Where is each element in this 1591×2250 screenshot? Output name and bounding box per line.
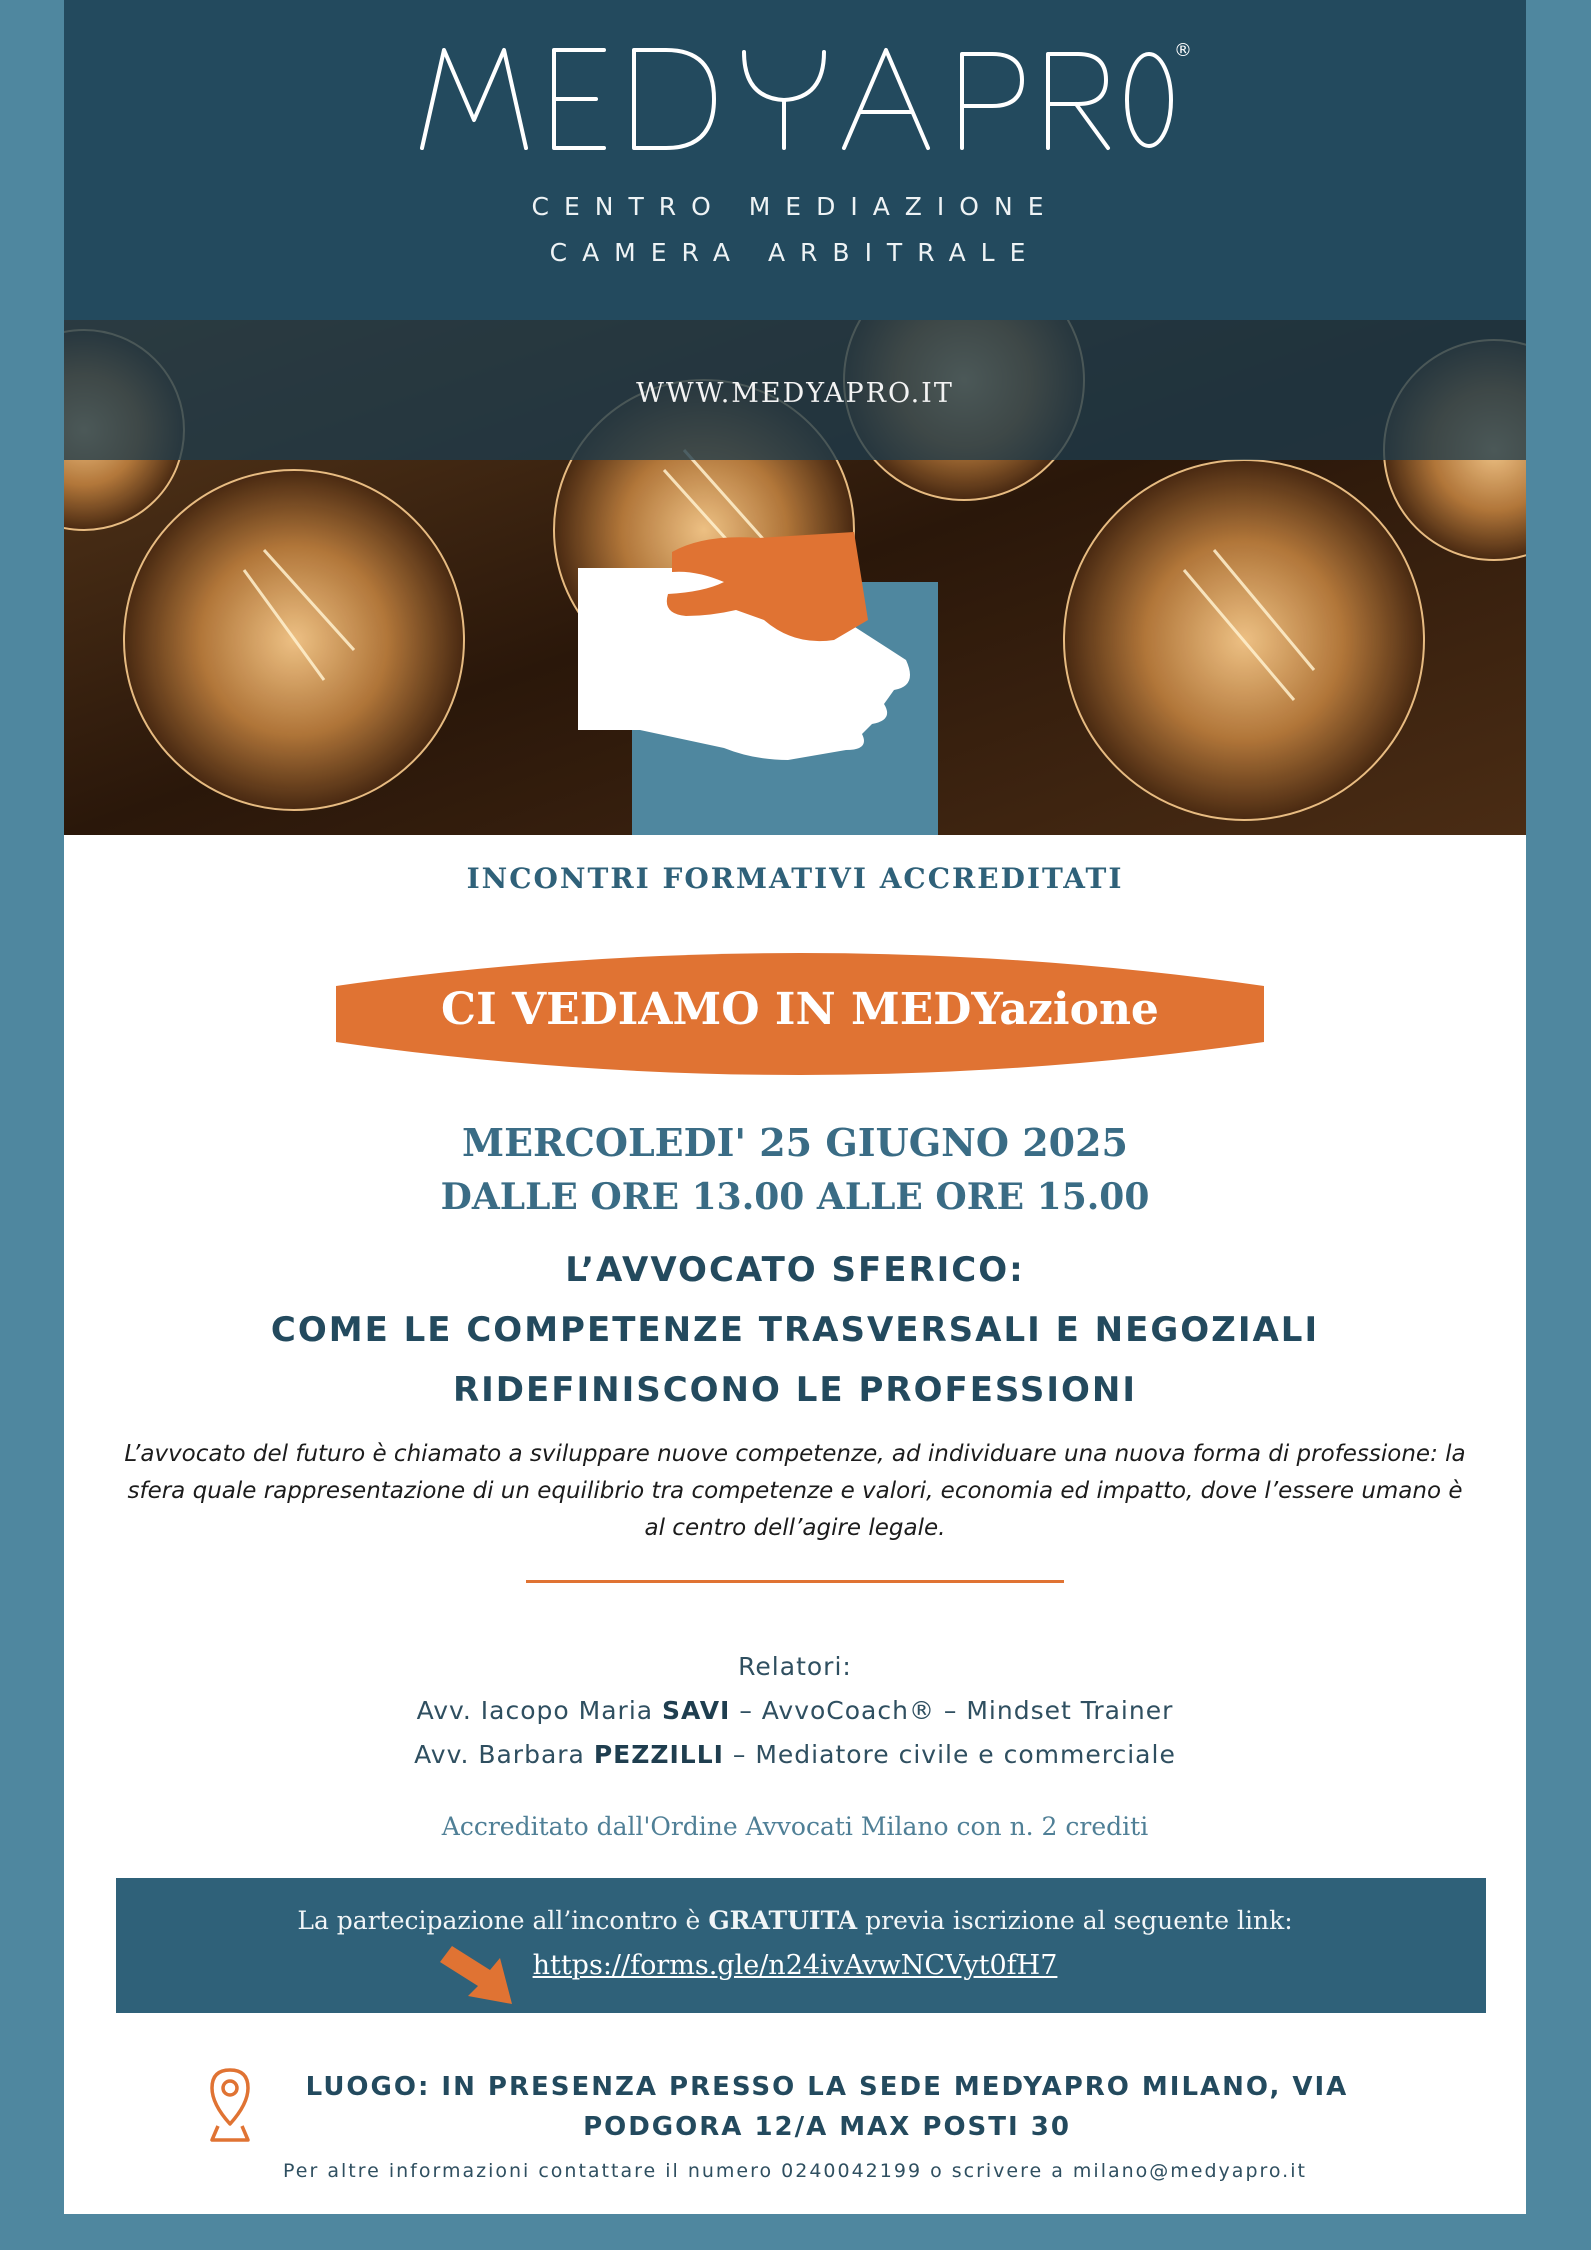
event-date: MERCOLEDI' 25 GIUGNO 2025 <box>462 1120 1128 1165</box>
topic-line-3: RIDEFINISCONO LE PROFESSIONI <box>452 1370 1138 1410</box>
location-line-2: PODGORA 12/A MAX POSTI 30 <box>583 2112 1071 2142</box>
event-kicker: INCONTRI FORMATIVI ACCREDITATI <box>466 862 1124 895</box>
subtitle-centro-mediazione: CENTRO MEDIAZIONE <box>531 192 1059 221</box>
divider <box>526 1580 1064 1583</box>
topic-line-1: L’AVVOCATO SFERICO: <box>565 1250 1025 1290</box>
website-url[interactable]: WWW.MEDYAPRO.IT <box>636 378 954 409</box>
location-line-1: LUOGO: IN PRESENZA PRESSO LA SEDE MEDYAPRO MILANO, VIA <box>305 2072 1349 2102</box>
registration-text: La partecipazione all’incontro è GRATUITA previa iscrizione al seguente link: <box>297 1906 1293 1935</box>
registered-mark: ® <box>1174 40 1192 61</box>
registration-link[interactable]: https://forms.gle/n24ivAvwNCVyt0fH7 <box>532 1950 1058 1981</box>
speakers-label: Relatori: <box>738 1652 852 1681</box>
event-description: L’avvocato del futuro è chiamato a sviluppare nuove competenze, ad individuare una nuova forma di professione: la sfera quale rappresentazione di un equilibrio tra competenze e valori, economia ed impatto, dove l’essere umano è al centro dell’agire legale. <box>124 1441 1466 1541</box>
map-pin-icon <box>208 2066 252 2146</box>
speaker-1: Avv. Iacopo Maria SAVI – AvvoCoach® – Mindset Trainer <box>416 1696 1174 1725</box>
accreditation-note: Accreditato dall'Ordine Avvocati Milano con n. 2 crediti <box>441 1812 1149 1841</box>
medyapro-logo <box>414 40 1174 160</box>
subtitle-camera-arbitrale: CAMERA ARBITRALE <box>549 238 1041 267</box>
event-time: DALLE ORE 13.00 ALLE ORE 15.00 <box>440 1176 1150 1218</box>
speaker-2: Avv. Barbara PEZZILLI – Mediatore civile e commerciale <box>414 1740 1176 1769</box>
topic-line-2: COME LE COMPETENZE TRASVERSALI E NEGOZIALI <box>270 1310 1320 1350</box>
registration-box <box>116 1878 1486 2013</box>
header <box>64 0 1526 320</box>
flyer <box>64 0 1526 2214</box>
series-title: CI VEDIAMO IN MEDYazione <box>441 984 1159 1035</box>
contact-info: Per altre informazioni contattare il numero 0240042199 o scrivere a milano@medyapro.it <box>283 2160 1307 2182</box>
